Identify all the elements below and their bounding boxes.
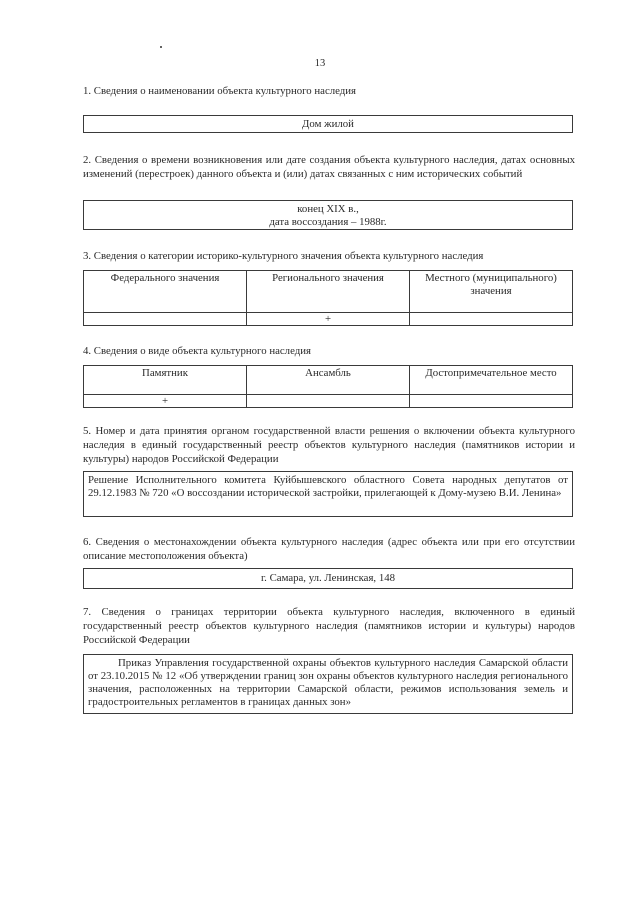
section4-col-landmark: Достопримечательное место [410,366,573,395]
section3-header-row [84,271,573,313]
section3-heading: 3. Сведения о категории историко-культурного значения объекта культурного наследия [83,250,484,262]
page-number: 13 [314,58,326,69]
section7-value-box [83,654,573,714]
section4-mark-monument: + [84,395,247,408]
section4-col-ensemble: Ансамбль [247,366,410,395]
section3-mark-local [410,313,573,326]
section4-heading: 4. Сведения о виде объекта культурного наследия [83,345,311,357]
section3-col-local: Местного (муниципального) значения [410,271,573,313]
section5-heading: 5. Номер и дата принятия органом государственной власти решения о включении объекта культурного наследия в единый государственный реестр объектов культурного наследия (памятников истории и культуры) народов Российской Федерации [83,425,575,465]
section1-value-box [83,115,573,133]
section3-mark-federal [84,313,247,326]
section6-heading: 6. Сведения о местонахождении объекта культурного наследия (адрес объекта или при его отсутствии описание местоположения объекта) [83,536,575,562]
section4-mark-row [84,395,573,408]
section3-col-federal: Федерального значения [84,271,247,313]
section4-mark-landmark [410,395,573,408]
section5-value-box [83,471,573,517]
section7-heading: 7. Сведения о границах территории объекта культурного наследия, включенного в единый государственный реестр объектов культурного наследия (памятников истории и культуры) народов Российской Федерации [83,606,575,646]
section2-line-2: дата воссоздания – 1988г. [269,216,387,228]
section6-value-box [83,568,573,589]
section3-table [83,270,573,326]
section3-col-regional: Регионального значения [247,271,410,313]
section4-mark-ensemble [247,395,410,408]
section2-heading: 2. Сведения о времени возникновения или дате создания объекта культурного наследия, датах основных изменений (перестроек) данного объекта и (или) датах связанных с ним исторических событий [83,154,575,180]
section7-value: Приказ Управления государственной охраны объектов культурного наследия Самарской области от 23.10.2015 № 12 «Об утверждении границ зон охраны объектов культурного наследия регионального значения, расположенных на территории Самарской области, режимов использования земель и градостроительных регламентов в границах данных зон» [88,657,568,708]
section6-value: г. Самара, ул. Ленинская, 148 [260,572,396,584]
section4-header-row [84,366,573,395]
section2-value-box [83,200,573,230]
scan-speck [160,46,162,48]
section1-value: Дом жилой [302,118,354,130]
section4-col-monument: Памятник [84,366,247,395]
section2-line-1: конец XIX в., [297,203,359,215]
section4-table [83,365,573,408]
section1-heading: 1. Сведения о наименовании объекта культурного наследия [83,85,357,97]
section5-value: Решение Исполнительного комитета Куйбышевского областного Совета народных депутатов от 29.12.1983 № 720 «О воссоздании исторической застройки, прилегающей к Дому-музею В.И. Ленина» [88,474,568,499]
section3-mark-row [84,313,573,326]
section3-mark-regional: + [247,313,410,326]
